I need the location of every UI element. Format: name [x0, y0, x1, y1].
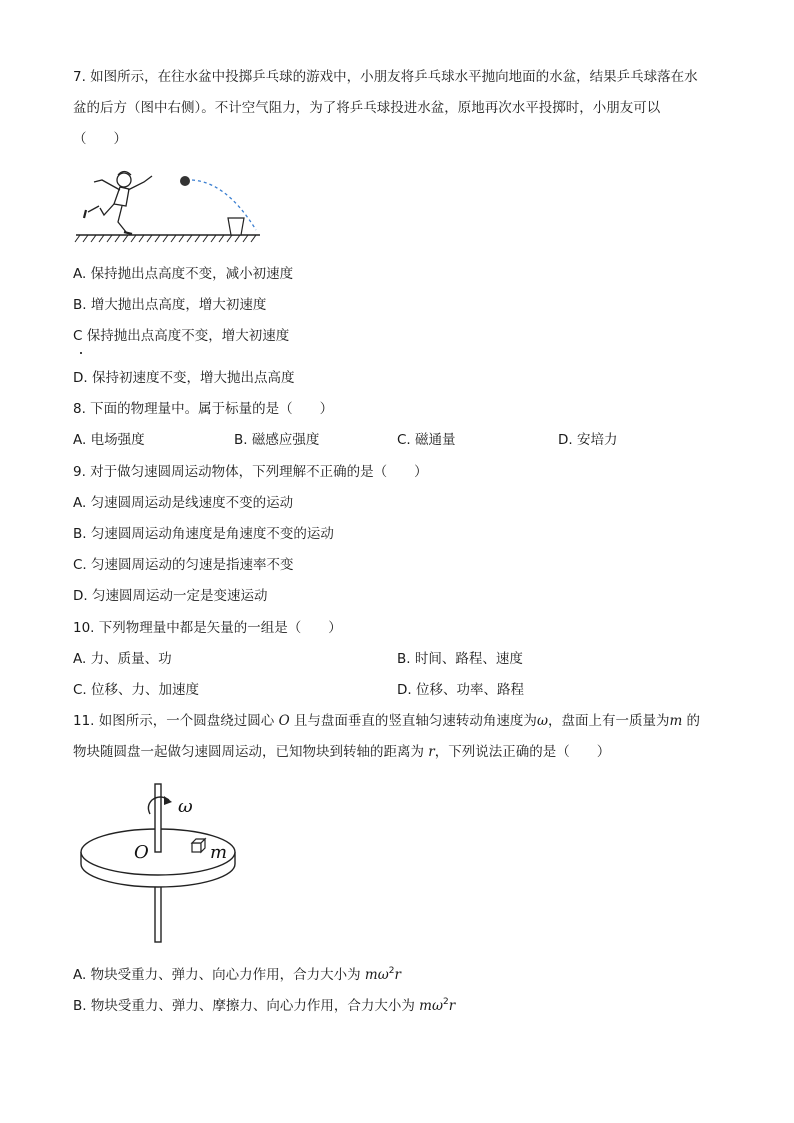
- q10-option-d: D. 位移、功率、路程: [397, 682, 524, 698]
- q7-stem-line1: 7. 如图所示，在往水盆中投掷乒乓球的游戏中，小朋友将乒乓球水平抛向地面的水盆，结果乒乓球落在水: [73, 69, 698, 85]
- q9-option-a: A. 匀速圆周运动是线速度不变的运动: [73, 495, 294, 511]
- q11-option-a: A. 物块受重力、弹力、向心力作用，合力大小为 $m\omega^2r$: [73, 966, 401, 983]
- q7-option-d: D. 保持初速度不变，增大抛出点高度: [73, 370, 295, 386]
- q11-option-b: B. 物块受重力、弹力、摩擦力、向心力作用，合力大小为 $m\omega^2r$: [73, 997, 456, 1014]
- q11-stem-line2: 物块随圆盘一起做匀速圆周运动，已知物块到转轴的距离为 r，下列说法正确的是（ ）: [73, 744, 611, 760]
- q9-option-d: D. 匀速圆周运动一定是变速运动: [73, 588, 268, 604]
- q10-option-a: A. 力、质量、功: [73, 651, 172, 667]
- q7-answer-blank: （ ）: [73, 131, 127, 147]
- water-basin: [228, 218, 244, 235]
- stray-dot: [80, 352, 82, 354]
- q9-stem: 9. 对于做匀速圆周运动物体，下列理解不正确的是（ ）: [73, 464, 428, 480]
- ping-pong-ball: [180, 176, 190, 186]
- q10-option-b: B. 时间、路程、速度: [397, 651, 523, 667]
- q10-stem: 10. 下列物理量中都是矢量的一组是（ ）: [73, 620, 342, 636]
- q9-option-b: B. 匀速圆周运动角速度是角速度不变的运动: [73, 526, 334, 542]
- q7-stem-line2: 盆的后方（图中右侧）。不计空气阻力，为了将乒乓球投进水盆，原地再次水平投掷时，小朋友可以: [73, 100, 661, 116]
- q8-option-c: C. 磁通量: [397, 432, 456, 448]
- q8-option-a: A. 电场强度: [73, 432, 145, 448]
- q11-stem-line1: 11. 如图所示，一个圆盘绕过圆心 O 且与盘面垂直的竖直轴匀速转动角速度为ω，盘面上有一质量为m 的: [73, 713, 701, 729]
- q7-option-c: C 保持抛出点高度不变，增大初速度: [73, 328, 290, 344]
- q7-option-b: B. 增大抛出点高度，增大初速度: [73, 297, 267, 313]
- q10-option-c: C. 位移、力、加速度: [73, 682, 200, 698]
- omega-label: ω: [178, 796, 193, 817]
- q9-option-c: C. 匀速圆周运动的匀速是指速率不变: [73, 557, 294, 573]
- q11-figure: [78, 780, 248, 948]
- q7-option-a: A. 保持抛出点高度不变，减小初速度: [73, 266, 294, 282]
- q8-option-d: D. 安培力: [558, 432, 618, 448]
- q7-figure: [74, 160, 264, 244]
- mass-label-m: m: [210, 842, 228, 863]
- q8-stem: 8. 下面的物理量中。属于标量的是（ ）: [73, 401, 334, 417]
- center-label-o: O: [134, 842, 149, 863]
- q8-option-b: B. 磁感应强度: [234, 432, 320, 448]
- block-m: [192, 839, 205, 852]
- child-figure: [84, 172, 152, 235]
